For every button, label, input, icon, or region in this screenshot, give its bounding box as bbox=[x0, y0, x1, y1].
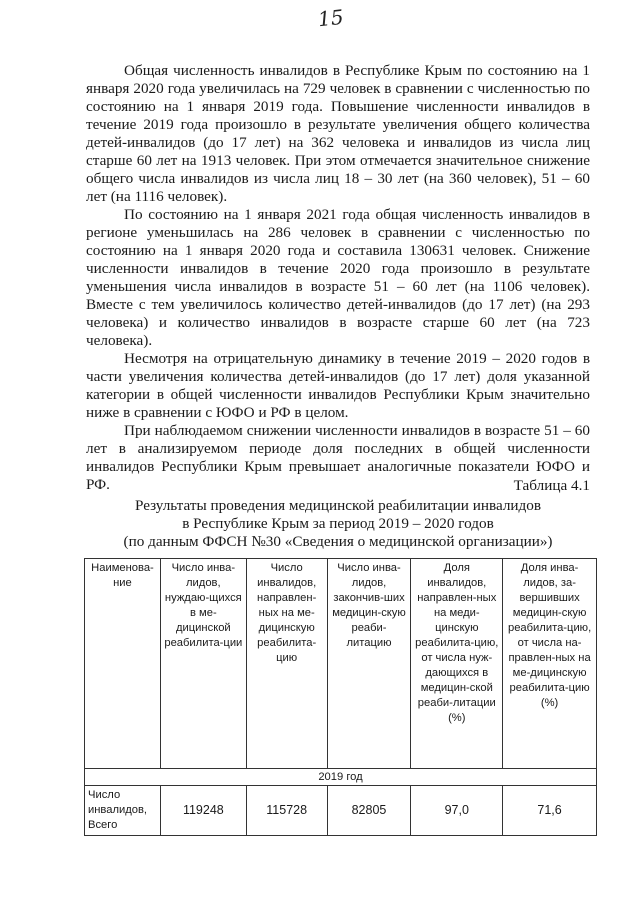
year-row bbox=[85, 769, 597, 786]
body-text bbox=[86, 62, 590, 494]
table-label: Таблица 4.1 bbox=[513, 477, 590, 494]
paragraph: Общая численность инвалидов в Республике Крым по состоянию на 1 января 2020 года увеличилась на 729 человек в сравнении с численностью по состоянию на 1 января 2019 года. Повышение численности инвалидов в течение 2019 года произошло в результате увеличения общего количества детей-инвалидов (до 17 лет) на 362 человека и инвалидов из числа лиц старше 60 лет на 1913 человек. При этом отмечается значительное снижение общего числа инвалидов из числа лиц 18 – 30 лет (на 360 человек), 51 – 60 лет (на 1116 человек). bbox=[86, 62, 590, 205]
cell-share-referred: 97,0 bbox=[411, 786, 503, 836]
cell-needing-rehab: 119248 bbox=[160, 786, 246, 836]
table-header-row bbox=[85, 559, 597, 769]
table-title-line: в Республике Крым за период 2019 – 2020 годов bbox=[182, 515, 494, 532]
row-label: Число инвалидов, Всего bbox=[85, 786, 161, 836]
paragraph: При наблюдаемом снижении численности инвалидов в возрасте 51 – 60 лет в анализируемом периоде доля последних в общей численности инвалидов Республики Крым превышает аналогичные показатели ЮФО и РФ. bbox=[86, 422, 590, 493]
cell-completed-rehab: 82805 bbox=[327, 786, 411, 836]
page-number: 15 bbox=[316, 4, 345, 32]
column-header: Доля инвалидов, направлен-ных на меди-цинскую реабилита-цию, от числа нуж-дающихся в медицин-ской реаби-литации (%) bbox=[411, 559, 503, 769]
rehabilitation-table bbox=[84, 558, 597, 836]
cell-share-completed: 71,6 bbox=[503, 786, 597, 836]
year-cell: 2019 год bbox=[85, 769, 597, 786]
column-header: Наименова-ние bbox=[85, 559, 161, 769]
column-header: Число инвалидов, направлен-ных на ме-дицинскую реабилита-цию bbox=[246, 559, 327, 769]
paragraph: По состоянию на 1 января 2021 года общая численность инвалидов в регионе уменьшилась на 286 человек в сравнении с численностью по состоянию на 1 января 2020 года и составила 130631 человек. Снижение численности инвалидов в течение 2020 года произошло в результате уменьшения числа инвалидов в возрасте 51 – 60 лет (на 1106 человек). Вместе с тем увеличилось количество детей-инвалидов (до 17 лет) (на 293 человека) и количество инвалидов в возрасте старше 60 лет (на 723 человека). bbox=[86, 206, 590, 349]
table-row bbox=[85, 786, 597, 836]
cell-referred-rehab: 115728 bbox=[246, 786, 327, 836]
column-header: Число инва-лидов, закончив-ших медицин-скую реаби-литацию bbox=[327, 559, 411, 769]
paragraph: Несмотря на отрицательную динамику в течение 2019 – 2020 годов в части увеличения количества детей-инвалидов (до 17 лет) доля указанной категории в общей численности инвалидов Республики Крым значительно ниже в сравнении с ЮФО и РФ в целом. bbox=[86, 350, 590, 421]
table-title-line: Результаты проведения медицинской реабилитации инвалидов bbox=[134, 497, 542, 514]
column-header: Доля инва-лидов, за-вершивших медицин-скую реабилита-цию, от числа на-правлен-ных на ме-дицинскую реабилита-цию (%) bbox=[503, 559, 597, 769]
column-header: Число инва-лидов, нуждаю-щихся в ме-дицинской реабилита-ции bbox=[160, 559, 246, 769]
table-title-line: (по данным ФФСН №30 «Сведения о медицинской организации») bbox=[123, 533, 553, 550]
table-title bbox=[86, 497, 590, 551]
